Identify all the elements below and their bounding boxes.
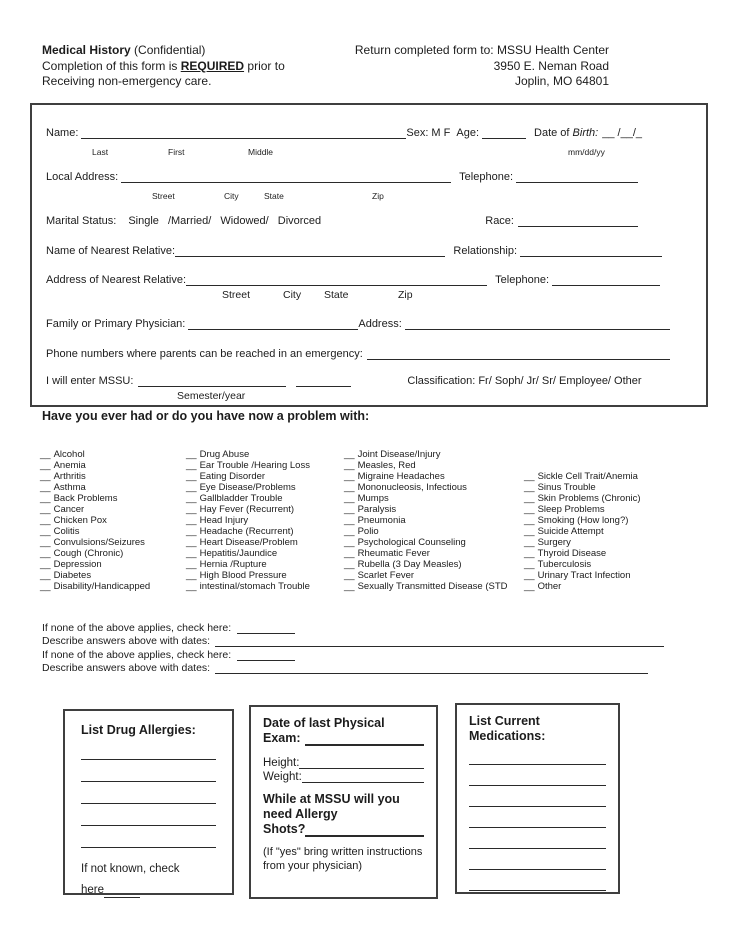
relative-sublabel-zip: Zip: [398, 289, 413, 301]
checklist-item[interactable]: [40, 460, 150, 471]
medication-line-1[interactable]: [469, 744, 606, 765]
checklist-item[interactable]: [344, 449, 508, 460]
checkbox-blank[interactable]: __: [344, 504, 355, 515]
checklist-item-label: Sinus Trouble: [537, 482, 596, 493]
checkbox-blank[interactable]: __: [524, 504, 535, 515]
checklist-item-label: Mumps: [357, 493, 389, 504]
return-city-line: Joplin, MO 64801: [514, 74, 609, 88]
checklist-item[interactable]: [40, 559, 150, 570]
checklist-item[interactable]: [186, 526, 310, 537]
medication-line-6[interactable]: [469, 849, 606, 870]
name-sublabel-middle: Middle: [248, 147, 274, 157]
checkbox-blank[interactable]: __: [344, 559, 355, 570]
allergy-shots-q-line1: While at MSSU will you: [263, 792, 400, 806]
checklist-item[interactable]: [344, 548, 508, 559]
checklist-item[interactable]: [40, 504, 150, 515]
checklist-item[interactable]: [524, 537, 641, 548]
telephone-input-line[interactable]: [516, 169, 638, 183]
checklist-item[interactable]: [186, 537, 310, 548]
checklist-item[interactable]: [524, 559, 641, 570]
nearest-relative-input-line[interactable]: [175, 243, 445, 257]
checkbox-blank[interactable]: __: [186, 460, 197, 471]
checklist-item-label: Head Injury: [199, 515, 249, 526]
checklist-column-1: [40, 449, 150, 592]
describe-input-line-1[interactable]: [215, 634, 664, 647]
age-label: Age:: [456, 127, 480, 139]
problem-checklist-heading: Have you ever had or do you have now a problem with:: [42, 409, 370, 423]
checklist-item-label: Gallbladder Trouble: [199, 493, 283, 504]
weight-label: Weight:: [263, 771, 302, 783]
physical-exam-title-line2: [263, 731, 424, 746]
return-to-line: Return completed form to: MSSU Health Center: [354, 43, 609, 57]
drug-allergy-line-2[interactable]: [81, 760, 216, 782]
checklist-item[interactable]: [40, 526, 150, 537]
form-care-line: Receiving non-emergency care.: [42, 74, 212, 88]
nearest-relative-label: Name of Nearest Relative:: [46, 245, 175, 257]
checklist-item-label: Sexually Transmitted Disease (STD: [357, 581, 508, 592]
dob-input-blanks[interactable]: __ /__/_: [602, 127, 642, 139]
drug-allergy-line-4[interactable]: [81, 804, 216, 826]
required-word: REQUIRED: [180, 58, 245, 73]
checklist-item[interactable]: [40, 548, 150, 559]
checklist-item-label: Diabetes: [53, 570, 92, 581]
relative-sublabel-street: Street: [222, 289, 251, 301]
checkbox-blank[interactable]: __: [186, 471, 197, 482]
form-header-left: [42, 43, 285, 90]
physical-exam-title-line1: Date of last Physical: [263, 716, 385, 730]
medication-line-5[interactable]: [469, 828, 606, 849]
checklist-item-label: Paralysis: [357, 504, 397, 515]
checklist-item-label: Hepatitis/Jaundice: [199, 548, 278, 559]
checklist-item-label: Anemia: [53, 460, 86, 471]
marital-status-label: Marital Status:: [46, 215, 117, 227]
physical-exam-box: [249, 705, 438, 899]
marital-status-options[interactable]: Single /Married/ Widowed/ Divorced: [128, 215, 322, 227]
checklist-item-label: Psychological Counseling: [357, 537, 466, 548]
checklist-item[interactable]: [344, 581, 508, 592]
required-post: prior to: [244, 58, 285, 73]
physician-label: Family or Primary Physician:: [46, 318, 186, 330]
checklist-item-label: Eating Disorder: [199, 471, 266, 482]
checklist-item-label: Other: [537, 581, 562, 592]
checkbox-blank[interactable]: __: [344, 482, 355, 493]
checkbox-blank[interactable]: __: [40, 460, 51, 471]
local-address-row: [46, 169, 692, 183]
checklist-item[interactable]: [524, 581, 641, 592]
emergency-phone-label: Phone numbers where parents can be reached in an emergency:: [46, 348, 363, 360]
required-pre: Completion of this form is: [42, 58, 181, 73]
checklist-item-label: Hay Fever (Recurrent): [199, 504, 295, 515]
local-address-input-line[interactable]: [121, 169, 451, 183]
emergency-phone-input-line[interactable]: [367, 346, 670, 360]
form-title: [42, 43, 285, 59]
relationship-input-line[interactable]: [520, 243, 662, 257]
checklist-item[interactable]: [186, 460, 310, 471]
checklist-item[interactable]: [40, 581, 150, 592]
not-known-here-label: here: [81, 884, 105, 896]
checklist-item[interactable]: [524, 526, 641, 537]
after-checklist-section: [42, 620, 692, 674]
form-required-line: [42, 59, 285, 75]
marital-status-row: [46, 213, 692, 227]
physician-address-label: Address:: [358, 318, 402, 330]
checklist-item-label: Tuberculosis: [537, 559, 592, 570]
checkbox-blank[interactable]: __: [40, 482, 51, 493]
checkbox-blank[interactable]: __: [40, 526, 51, 537]
describe-row-2: [42, 661, 692, 675]
height-input-line[interactable]: [299, 755, 424, 769]
checklist-item-label: Cough (Chronic): [53, 548, 124, 559]
emergency-phone-row: [46, 346, 692, 360]
checkbox-blank[interactable]: __: [344, 471, 355, 482]
none-applies-check-line-1[interactable]: [237, 621, 295, 634]
dob-label: Date of Birth:: [534, 127, 599, 139]
describe-input-line-2[interactable]: [215, 661, 648, 674]
relative-telephone-label: Telephone:: [495, 274, 549, 286]
enter-mssu-row: [46, 373, 692, 387]
checkbox-blank[interactable]: __: [40, 493, 51, 504]
checklist-item-label: Eye Disease/Problems: [199, 482, 296, 493]
enter-mssu-label: I will enter MSSU:: [46, 375, 134, 387]
height-row: [263, 755, 424, 769]
relative-address-label: Address of Nearest Relative:: [46, 274, 187, 286]
physician-row: [46, 316, 692, 330]
checklist-item-label: Pneumonia: [357, 515, 406, 526]
checkbox-blank[interactable]: __: [524, 559, 535, 570]
semester-input-line[interactable]: [138, 373, 286, 387]
checkbox-blank[interactable]: __: [344, 537, 355, 548]
checklist-item[interactable]: [344, 515, 508, 526]
checkbox-blank[interactable]: __: [524, 570, 535, 581]
checklist-item-label: Measles, Red: [357, 460, 416, 471]
checkbox-blank[interactable]: __: [40, 504, 51, 515]
medication-line-7[interactable]: [469, 870, 606, 891]
drug-allergies-box: [63, 709, 234, 895]
checklist-item[interactable]: [524, 548, 641, 559]
checklist-item-label: Thyroid Disease: [537, 548, 607, 559]
checkbox-blank[interactable]: __: [40, 559, 51, 570]
checklist-item[interactable]: [344, 504, 508, 515]
relative-sublabel-state: State: [324, 289, 349, 301]
checklist-item-label: Scarlet Fever: [357, 570, 415, 581]
age-input-line[interactable]: [482, 125, 526, 139]
checkbox-blank[interactable]: __: [186, 482, 197, 493]
checkbox-blank[interactable]: __: [524, 471, 535, 482]
checklist-item-label: Suicide Attempt: [537, 526, 604, 537]
checklist-item[interactable]: [344, 526, 508, 537]
checkbox-blank[interactable]: __: [186, 493, 197, 504]
checklist-item[interactable]: [186, 515, 310, 526]
medications-title-line2: Medications:: [469, 729, 546, 743]
checkbox-blank[interactable]: __: [524, 515, 535, 526]
checkbox-blank[interactable]: __: [524, 537, 535, 548]
checkbox-blank[interactable]: __: [186, 581, 197, 592]
checklist-item-label: intestinal/stomach Trouble: [199, 581, 310, 592]
checkbox-blank[interactable]: __: [186, 537, 197, 548]
address-sublabel-city: City: [224, 191, 239, 201]
checklist-item[interactable]: [186, 482, 310, 493]
checklist-item[interactable]: [40, 570, 150, 581]
nearest-relative-row: [46, 243, 692, 257]
checklist-item[interactable]: [344, 471, 508, 482]
checklist-item[interactable]: [186, 504, 310, 515]
problem-checklist: [0, 449, 736, 594]
checklist-item[interactable]: [40, 493, 150, 504]
checkbox-blank[interactable]: __: [524, 482, 535, 493]
checklist-item[interactable]: [524, 515, 641, 526]
exam-date-input-line[interactable]: [305, 731, 424, 746]
checklist-item[interactable]: [524, 493, 641, 504]
form-header-return-address: [355, 43, 609, 90]
checkbox-blank[interactable]: __: [186, 526, 197, 537]
checklist-item-label: Polio: [357, 526, 379, 537]
checklist-item[interactable]: [40, 515, 150, 526]
checklist-item[interactable]: [186, 493, 310, 504]
physician-input-line[interactable]: [188, 316, 358, 330]
local-address-label: Local Address:: [46, 171, 119, 183]
checkbox-blank[interactable]: __: [186, 548, 197, 559]
checkbox-blank[interactable]: __: [524, 581, 535, 592]
checklist-item[interactable]: [186, 471, 310, 482]
checklist-item-label: Sickle Cell Trait/Anemia: [537, 471, 638, 482]
checklist-item[interactable]: [40, 537, 150, 548]
not-known-note-line1: If not known, check: [81, 863, 180, 875]
name-sublabel-first: First: [168, 147, 185, 157]
telephone-label: Telephone:: [459, 171, 513, 183]
checklist-item-label: Disability/Handicapped: [53, 581, 151, 592]
checklist-item[interactable]: [524, 482, 641, 493]
checklist-item[interactable]: [186, 581, 310, 592]
checklist-item-label: Drug Abuse: [199, 449, 250, 460]
checklist-item-label: Ear Trouble /Hearing Loss: [199, 460, 310, 471]
checklist-item[interactable]: [344, 537, 508, 548]
relative-address-input-line[interactable]: [186, 272, 487, 286]
current-medications-box: [455, 703, 620, 894]
checklist-item-label: Asthma: [53, 482, 86, 493]
checklist-column-3: [344, 449, 508, 592]
checklist-item[interactable]: [344, 482, 508, 493]
medication-line-3[interactable]: [469, 786, 606, 807]
allergy-shots-input-line[interactable]: [305, 822, 424, 837]
checkbox-blank[interactable]: __: [344, 581, 355, 592]
checkbox-blank[interactable]: __: [40, 515, 51, 526]
checkbox-blank[interactable]: __: [344, 570, 355, 581]
form-title-confidential: (Confidential): [130, 43, 206, 57]
checkbox-blank[interactable]: __: [186, 449, 197, 460]
checklist-item-label: Arthritis: [53, 471, 86, 482]
checkbox-blank[interactable]: __: [524, 493, 535, 504]
checkbox-blank[interactable]: __: [186, 559, 197, 570]
none-applies-row-1: [42, 620, 692, 634]
checklist-item[interactable]: [524, 471, 641, 482]
checklist-item-label: Heart Disease/Problem: [199, 537, 298, 548]
form-title-bold: Medical History: [42, 43, 131, 57]
describe-label: Describe answers above with dates:: [42, 662, 211, 674]
checklist-item[interactable]: [344, 570, 508, 581]
address-sublabel-state: State: [264, 191, 284, 201]
checklist-item-label: Alcohol: [53, 449, 85, 460]
physician-address-input-line[interactable]: [405, 316, 670, 330]
relationship-label: Relationship:: [453, 245, 517, 257]
race-input-line[interactable]: [518, 213, 638, 227]
allergy-shots-q-line3: [263, 822, 424, 837]
checklist-item-label: High Blood Pressure: [199, 570, 287, 581]
checklist-item[interactable]: [344, 493, 508, 504]
checklist-item-label: Depression: [53, 559, 102, 570]
medications-title-line1: List Current: [469, 714, 540, 728]
relative-address-row: [46, 272, 692, 286]
address-sublabel-street: Street: [152, 191, 175, 201]
address-sublabel-zip: Zip: [372, 191, 384, 201]
checkbox-blank[interactable]: __: [40, 581, 51, 592]
checklist-item[interactable]: [186, 559, 310, 570]
weight-row: [263, 769, 424, 783]
checkbox-blank[interactable]: __: [344, 449, 355, 460]
checklist-item[interactable]: [344, 559, 508, 570]
relative-telephone-input-line[interactable]: [552, 272, 660, 286]
checklist-item[interactable]: [186, 449, 310, 460]
height-label: Height:: [263, 757, 300, 769]
relative-sublabel-city: City: [283, 289, 302, 301]
checkbox-blank[interactable]: __: [40, 449, 51, 460]
drug-allergies-title: List Drug Allergies:: [81, 723, 196, 737]
checklist-item-label: Rubella (3 Day Measles): [357, 559, 462, 570]
allergy-shots-q-line2: need Allergy: [263, 807, 338, 821]
checkbox-blank[interactable]: __: [524, 526, 535, 537]
checklist-item-label: Sleep Problems: [537, 504, 605, 515]
none-applies-row-2: [42, 647, 692, 661]
checklist-item[interactable]: [524, 570, 641, 581]
checklist-item-label: Smoking (How long?): [537, 515, 629, 526]
checklist-item-label: Back Problems: [53, 493, 118, 504]
checklist-item[interactable]: [40, 471, 150, 482]
race-label: Race:: [485, 215, 514, 227]
checkbox-blank[interactable]: __: [344, 493, 355, 504]
none-applies-label: If none of the above applies, check here:: [42, 621, 232, 634]
describe-label: Describe answers above with dates:: [42, 635, 211, 647]
shots-label: Shots?: [263, 822, 306, 836]
dob-sublabel-format: mm/dd/yy: [568, 147, 605, 157]
checklist-item[interactable]: [40, 482, 150, 493]
not-known-check-line[interactable]: [104, 885, 140, 898]
checkbox-blank[interactable]: __: [186, 515, 197, 526]
checkbox-blank[interactable]: __: [344, 526, 355, 537]
checkbox-blank[interactable]: __: [186, 570, 197, 581]
sex-label: Sex: M F: [406, 127, 451, 139]
medication-line-4[interactable]: [469, 807, 606, 828]
not-known-note-line2: [81, 883, 216, 898]
checklist-column-4: [524, 471, 641, 592]
none-applies-label: If none of the above applies, check here:: [42, 648, 232, 661]
describe-row-1: [42, 634, 692, 648]
checklist-item[interactable]: [186, 570, 310, 581]
personal-info-box: [30, 103, 708, 407]
checklist-item-label: Cancer: [53, 504, 85, 515]
drug-allergy-line-5[interactable]: [81, 826, 216, 848]
checklist-item-label: Headache (Recurrent): [199, 526, 294, 537]
checklist-item-label: Chicken Pox: [53, 515, 107, 526]
checklist-item-label: Hernia /Rupture: [199, 559, 267, 570]
classification-options[interactable]: Classification: Fr/ Soph/ Jr/ Sr/ Employee/ Other: [407, 375, 642, 387]
weight-input-line[interactable]: [302, 769, 424, 783]
exam-label: Exam:: [263, 731, 301, 745]
name-input-line[interactable]: [81, 125, 406, 139]
name-row: [46, 125, 692, 139]
checklist-item-label: Surgery: [537, 537, 571, 548]
checklist-item[interactable]: [524, 504, 641, 515]
dob-label-birth: Birth:: [572, 127, 599, 139]
semester-year-sublabel: Semester/year: [177, 390, 246, 402]
checklist-item-label: Urinary Tract Infection: [537, 570, 631, 581]
checklist-item-label: Colitis: [53, 526, 80, 537]
return-street-line: 3950 E. Neman Road: [493, 58, 609, 73]
year-input-line[interactable]: [296, 373, 351, 387]
checklist-item[interactable]: [40, 449, 150, 460]
checklist-item-label: Convulsions/Seizures: [53, 537, 145, 548]
checklist-item-label: Skin Problems (Chronic): [537, 493, 641, 504]
name-label: Name:: [46, 127, 79, 139]
checkbox-blank[interactable]: __: [524, 548, 535, 559]
checkbox-blank[interactable]: __: [344, 460, 355, 471]
drug-allergy-line-1[interactable]: [81, 738, 216, 760]
checklist-item-label: Migraine Headaches: [357, 471, 445, 482]
checkbox-blank[interactable]: __: [344, 548, 355, 559]
drug-allergy-line-3[interactable]: [81, 782, 216, 804]
checkbox-blank[interactable]: __: [40, 548, 51, 559]
checkbox-blank[interactable]: __: [344, 515, 355, 526]
allergy-shots-note: (If "yes" bring written instructions from your physician): [263, 846, 423, 872]
checkbox-blank[interactable]: __: [40, 570, 51, 581]
checklist-item-label: Mononucleosis, Infectious: [357, 482, 467, 493]
checkbox-blank[interactable]: __: [186, 504, 197, 515]
name-sublabel-last: Last: [92, 147, 109, 157]
checklist-column-2: [186, 449, 310, 592]
medication-line-2[interactable]: [469, 765, 606, 786]
none-applies-check-line-2[interactable]: [237, 648, 295, 661]
checkbox-blank[interactable]: __: [40, 471, 51, 482]
checklist-item[interactable]: [344, 460, 508, 471]
checklist-item[interactable]: [186, 548, 310, 559]
checklist-item-label: Rheumatic Fever: [357, 548, 430, 559]
checklist-item-label: Joint Disease/Injury: [357, 449, 441, 460]
checkbox-blank[interactable]: __: [40, 537, 51, 548]
